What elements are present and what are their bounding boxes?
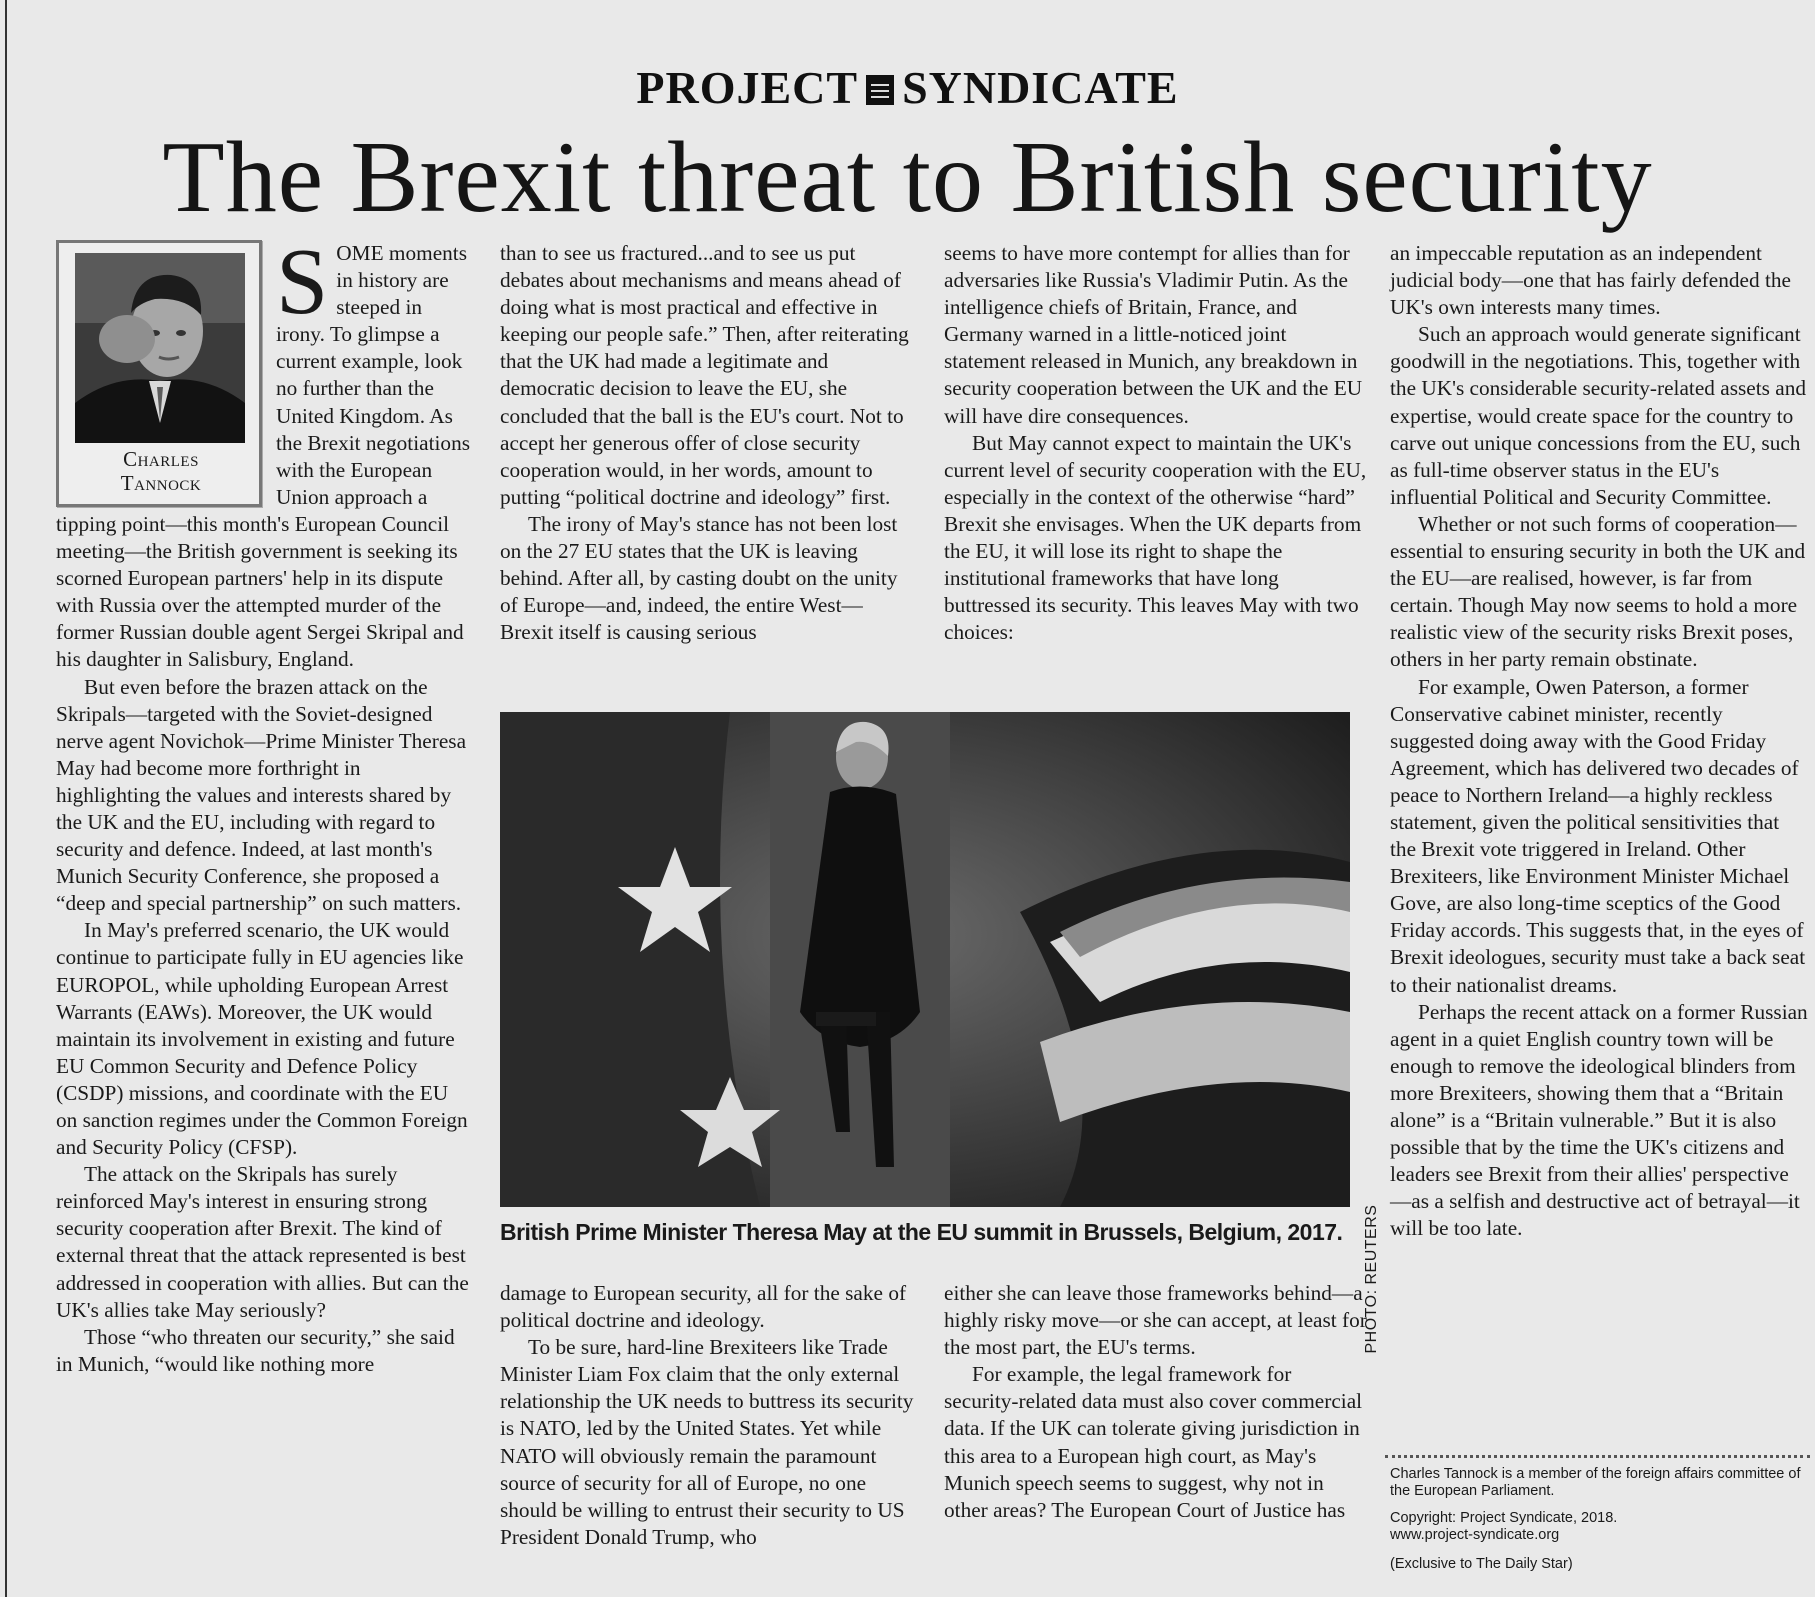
masthead-brand: [0, 60, 1815, 116]
paragraph: an impeccable reputation as an independent judicial body—one that has fairly defended the UK's own interests many times.: [1390, 241, 1791, 320]
article-column-2-bottom: [500, 1280, 914, 1551]
paragraph: For example, the legal framework for security-related data must also cover commercial data. If the UK can tolerate giving jurisdiction in this area to a European high court, as May's Munich speech seems to suggest, why not in other areas? The European Court of Justice has: [944, 1362, 1363, 1522]
article-column-3-bottom: [944, 1280, 1368, 1524]
brand-right: SYNDICATE: [902, 62, 1179, 113]
paragraph: SOME moments in history are steeped in irony. To glimpse a current example, look no further than the United Kingdom. As the Brexit negotiations with the European Union approach a tipping point—this month's European Council meeting—the British government is seeking its scorned European partners' help in its dispute with Russia over the attempted murder of the former Russian double agent Sergei Skripal and his daughter in Salisbury, England.: [56, 230, 471, 672]
paragraph: either she can leave those frameworks behind—a highly risky move—or she can accept, at least for the most part, the EU's terms.: [944, 1281, 1367, 1360]
photo-caption: British Prime Minister Theresa May at the EU summit in Brussels, Belgium, 2017.: [500, 1219, 1343, 1245]
paragraph: Perhaps the recent attack on a former Russian agent in a quiet English country town will be enough to remove the ideological blinders from more Brexiteers, showing them that a “Britain alone” is a “Britain vulnerable.” But it is also possible that by the time the UK's citizens and leaders see Brexit from their allies' perspective—as a selfish and destructive act of betrayal—it will be too late.: [1390, 999, 1808, 1241]
paragraph: In May's preferred scenario, the UK would continue to participate fully in EU agencies like EUROPOL, while upholding European Arrest Warrants (EAWs). Moreover, the UK would maintain its involvement in existing and future EU Common Security and Defence Policy (CSDP) missions, and coordinate with the EU on sanction regimes under the Common Foreign and Security Policy (CFSP).: [56, 918, 468, 1160]
article-column-3-top: [944, 240, 1368, 646]
paragraph: For example, Owen Paterson, a former Conservative cabinet minister, recently suggested doing away with the Good Friday Agreement, which has delivered two decades of peace to Northern Ireland—a highly reckless statement, given the political sensitivities that the Brexit vote triggered in Ireland. Other Brexiteers, like Environment Minister Michael Gove, are also long-time sceptics of the Good Friday accords. This suggests that, in the eyes of Brexit ideologues, security must take a back seat to their nationalist dreams.: [1390, 674, 1806, 997]
headline: The Brexit threat to British security: [162, 121, 1653, 234]
author-portrait-icon: [75, 253, 245, 443]
article-column-2-top: [500, 240, 914, 646]
copyright-line: Copyright: Project Syndicate, 2018.: [1390, 1510, 1618, 1526]
paragraph: Those “who threaten our security,” she said in Munich, “would like nothing more: [56, 1324, 455, 1376]
photo-credit: PHOTO: REUTERS: [1363, 1204, 1380, 1354]
brand-left: PROJECT: [636, 62, 859, 113]
article-column-4: [1390, 240, 1810, 1242]
photo-image: [500, 712, 1350, 1207]
paragraph: than to see us fractured...and to see us put debates about mechanisms and means ahead of doing what is most practical and effective in keeping our people safe.” Then, after reiterating that the UK had made a legitimate and democratic decision to leave the EU, she concluded that the ball is the EU's court. Not to accept her generous offer of close security cooperation would, in her words, amount to putting “political doctrine and ideology” first.: [500, 241, 909, 509]
exclusive-note: (Exclusive to The Daily Star): [1390, 1556, 1573, 1572]
paragraph: damage to European security, all for the sake of political doctrine and ideology.: [500, 1281, 907, 1333]
paragraph: The attack on the Skripals has surely reinforced May's interest in ensuring strong security cooperation after Brexit. The kind of external threat that the attack represented is best addressed in cooperation with allies. But can the UK's allies take May seriously?: [56, 1162, 469, 1322]
paragraph: Whether or not such forms of cooperation—essential to ensuring security in both the UK and the EU—are realised, however, is far from certain. Though May now seems to hold a more realistic view of the security risks Brexit poses, others in her party remain obstinate.: [1390, 511, 1806, 672]
news-photo: [500, 712, 1350, 1207]
footer-divider: [1385, 1455, 1810, 1458]
paragraph: Such an approach would generate significant goodwill in the negotiations. This, together with the UK's considerable security-related assets and expertise, would create space for the country to carve out unique concessions from the EU, such as full-time observer status in the EU's influential Political and Security Committee.: [1390, 322, 1807, 509]
article-column-1: [56, 230, 471, 1378]
author-bio: Charles Tannock is a member of the foreign affairs committee of the European Parliament.: [1390, 1466, 1801, 1499]
author-photo: [75, 253, 245, 443]
author-name: Charles Tannock: [120, 447, 202, 495]
author-box: [56, 240, 262, 507]
paragraph: seems to have more contempt for allies than for adversaries like Russia's Vladimir Putin. As the intelligence chiefs of Britain, France, and Germany warned in a little-noticed joint statement released in Munich, any breakdown in security cooperation between the UK and the EU will have dire consequences.: [944, 241, 1363, 428]
drop-cap: S: [276, 230, 329, 334]
paragraph: The irony of May's stance has not been lost on the 27 EU states that the UK is leaving behind. After all, by casting doubt on the unity of Europe—and, indeed, the entire West—Brexit itself is causing serious: [500, 511, 898, 645]
paragraph: But May cannot expect to maintain the UK's current level of security cooperation with the EU, especially in the context of the otherwise “hard” Brexit she envisages. When the UK departs from the EU, it will lose its right to shape the institutional frameworks that have long buttressed its security. This leaves May with two choices:: [944, 430, 1367, 645]
page-edge-rule: [5, 0, 7, 1597]
paragraph: But even before the brazen attack on the Skripals—targeted with the Soviet-designed nerve agent Novichok—Prime Minister Theresa May had become more forthright in highlighting the values and interests shared by the UK and the EU, including with regard to security and defence. Indeed, at last month's Munich Security Conference, she proposed a “deep and special partnership” on such matters.: [56, 674, 467, 916]
website-link[interactable]: www.project-syndicate.org: [1390, 1527, 1560, 1543]
paragraph: To be sure, hard-line Brexiteers like Trade Minister Liam Fox claim that the only external relationship the UK needs to buttress its security is NATO, led by the United States. Yet while NATO will obviously remain the paramount source of security for all of Europe, no one should be willing to entrust their security to US President Donald Trump, who: [500, 1335, 914, 1549]
brand-logo-icon: [866, 75, 894, 105]
